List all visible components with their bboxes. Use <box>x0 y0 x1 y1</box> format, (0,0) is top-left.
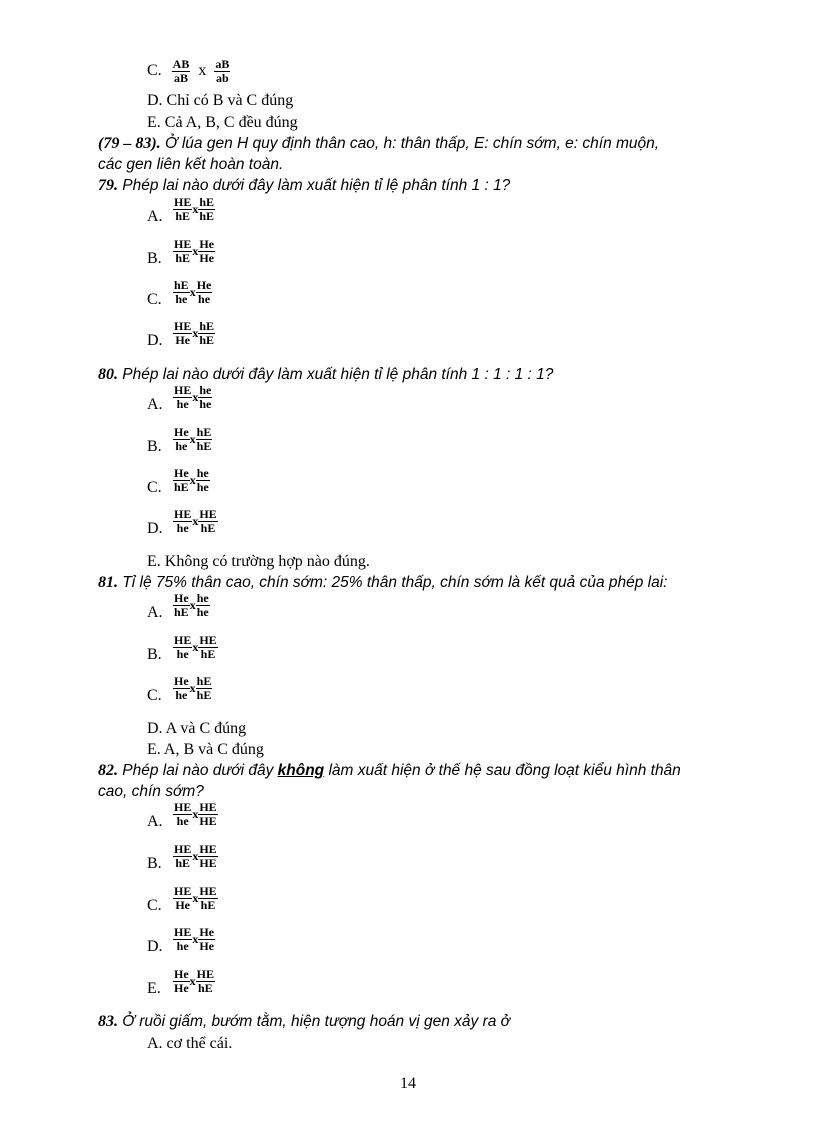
cross-sign: x <box>192 640 199 654</box>
question-82-line-2: cao, chín sớm? <box>98 783 204 800</box>
question-83: 83. Ở ruồi giấm, bướm tằm, hiện tượng hoán vị gen xảy ra ở <box>98 1013 511 1030</box>
option-letter: B. <box>147 855 162 872</box>
cross-sign: x <box>192 849 199 863</box>
genotype-fraction: $\frac{hE}{hE}$ <box>196 425 212 453</box>
question-80-option-e: E. Không có trường hợp nào đúng. <box>147 553 370 570</box>
cross-sign: x <box>189 285 196 299</box>
genotype-fraction: $\frac{HE}{hE}$ <box>174 195 192 223</box>
option-letter: B. <box>147 646 162 663</box>
cross-sign: x <box>192 326 199 340</box>
option-letter: C. <box>147 479 162 496</box>
cross-sign: x <box>192 514 199 528</box>
option-letter: C. <box>147 291 162 308</box>
genotype-fraction: $\frac{He}{he}$ <box>174 674 189 702</box>
cross-sign: x <box>189 598 196 612</box>
genotype-fraction: $\frac{HE}{He}$ <box>174 319 192 347</box>
genotype-fraction: $\frac{hE}{hE}$ <box>199 319 215 347</box>
option-letter: A. <box>147 813 163 830</box>
genotype-fraction: $\frac{HE}{he}$ <box>174 925 192 953</box>
genotype-fraction: $\frac{HE}{hE}$ <box>199 507 217 535</box>
cross-sign: x <box>192 807 199 821</box>
cross-sign: x <box>189 681 196 695</box>
genotype-fraction: $\frac{HE}{hE}$ <box>174 842 192 870</box>
cross-sign: x <box>198 62 207 80</box>
genotype-fraction: $\frac{aB}{ab}$ <box>215 57 230 85</box>
option-letter: D. <box>147 332 163 349</box>
emphasis-not: không <box>277 762 325 779</box>
option-letter: D. <box>147 938 163 955</box>
section-intro-line-2: các gen liên kết hoàn toàn. <box>98 156 284 173</box>
genotype-fraction: $\frac{He}{He}$ <box>199 237 215 265</box>
genotype-fraction: $\frac{HE}{hE}$ <box>196 967 215 995</box>
option-letter: C. <box>147 62 162 80</box>
genotype-fraction: $\frac{hE}{hE}$ <box>196 674 212 702</box>
genotype-fraction: $\frac{HE}{HE}$ <box>199 842 217 870</box>
genotype-fraction: $\frac{HE}{hE}$ <box>199 633 217 661</box>
genotype-fraction: $\frac{HE}{hE}$ <box>199 884 217 912</box>
cross-sign: x <box>192 932 199 946</box>
cross-sign: x <box>192 390 199 404</box>
genotype-fraction: $\frac{HE}{hE}$ <box>174 237 192 265</box>
cross-sign: x <box>189 974 196 988</box>
option-letter: A. <box>147 208 163 225</box>
cross-sign: x <box>192 202 199 216</box>
genotype-fraction: $\frac{HE}{he}$ <box>174 383 192 411</box>
option-letter: A. <box>147 604 163 621</box>
top-option-c <box>147 58 230 85</box>
top-option-e: E. Cả A, B, C đều đúng <box>147 114 298 131</box>
genotype-fraction: $\frac{He}{He}$ <box>199 925 215 953</box>
genotype-fraction: $\frac{HE}{he}$ <box>174 633 192 661</box>
cross-sign: x <box>192 891 199 905</box>
genotype-fraction: $\frac{he}{he}$ <box>199 383 212 411</box>
genotype-fraction: $\frac{hE}{he}$ <box>174 278 189 306</box>
question-82: 82. Phép lai nào dưới đây không làm xuất hiện ở thế hệ sau đồng loạt kiểu hình thân <box>98 762 681 779</box>
genotype-fraction: $\frac{He}{hE}$ <box>174 466 189 494</box>
option-letter: C. <box>147 687 162 704</box>
question-79: 79. Phép lai nào dưới đây làm xuất hiện tỉ lệ phân tính 1 : 1? <box>98 177 511 194</box>
option-letter: C. <box>147 897 162 914</box>
genotype-fraction: $\frac{He}{he}$ <box>196 278 212 306</box>
option-letter: B. <box>147 250 162 267</box>
question-81-option-e: E. A, B và C đúng <box>147 741 264 758</box>
section-intro-line-1: (79 – 83). Ở lúa gen H quy định thân cao, h: thân thấp, E: chín sớm, e: chín muộn, <box>98 135 660 152</box>
cross-sign: x <box>189 432 196 446</box>
question-81: 81. Tỉ lệ 75% thân cao, chín sớm: 25% thân thấp, chín sớm là kết quả của phép lai: <box>98 574 668 591</box>
option-letter: E. <box>147 980 161 997</box>
option-letter: B. <box>147 438 162 455</box>
option-letter: D. <box>147 520 163 537</box>
genotype-fraction: $\frac{HE}{HE}$ <box>199 800 217 828</box>
genotype-fraction: $\frac{HE}{he}$ <box>174 800 192 828</box>
question-83-option-a: A. cơ thể cái. <box>147 1035 233 1052</box>
genotype-fraction: $\frac{HE}{he}$ <box>174 507 192 535</box>
genotype-fraction: $\frac{HE}{He}$ <box>174 884 192 912</box>
genotype-fraction: $\frac{He}{hE}$ <box>174 591 189 619</box>
option-letter: A. <box>147 396 163 413</box>
question-81-option-d: D. A và C đúng <box>147 720 247 737</box>
genotype-fraction: $\frac{AB}{aB}$ <box>172 57 190 85</box>
genotype-fraction: $\frac{He}{he}$ <box>174 425 189 453</box>
top-option-d: D. Chỉ có B và C đúng <box>147 92 294 109</box>
genotype-fraction: $\frac{He}{He}$ <box>174 967 189 995</box>
cross-sign: x <box>189 473 196 487</box>
question-80: 80. Phép lai nào dưới đây làm xuất hiện tỉ lệ phân tính 1 : 1 : 1 : 1? <box>98 366 554 383</box>
page-number: 14 <box>400 1075 416 1092</box>
cross-sign: x <box>192 244 199 258</box>
genotype-fraction: $\frac{he}{he}$ <box>196 466 209 494</box>
genotype-fraction: $\frac{he}{he}$ <box>196 591 209 619</box>
genotype-fraction: $\frac{hE}{hE}$ <box>199 195 215 223</box>
